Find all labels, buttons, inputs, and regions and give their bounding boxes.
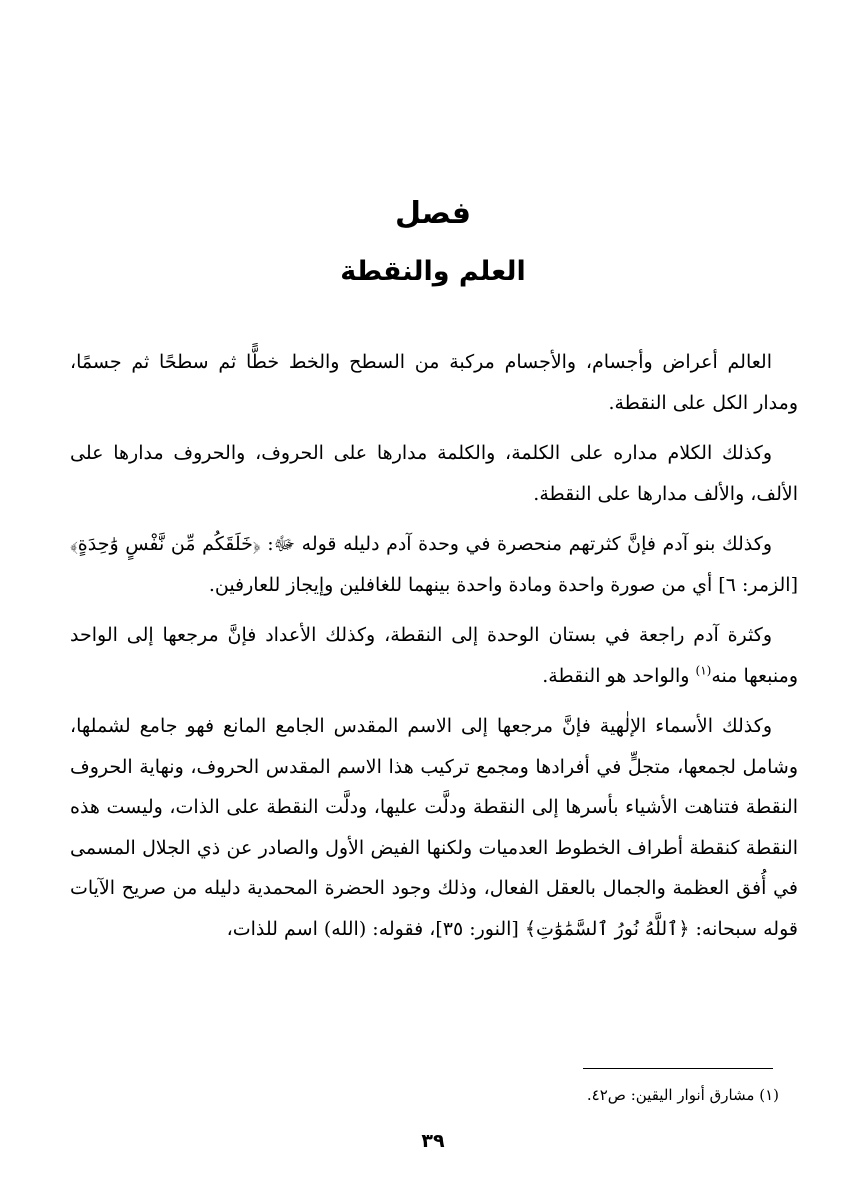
main-text <box>70 342 798 959</box>
paragraph: وكذلك بنو آدم فإنَّ كثرتهم منحصرة في وحدة آدم دليله قوله ﷻ: ﴿خَلَقَكُم مِّن نَّفْسٍ وَٰحِدَةٍ﴾ [الزمر: ٦] أي من صورة واحدة ومادة واحدة بينهما للغافلين وإيجاز للعارفين. <box>70 533 798 596</box>
paragraph-text: وكثرة آدم راجعة في بستان الوحدة إلى النقطة، وكذلك الأعداد فإنَّ مرجعها إلى الواحد ومنبعها منه <box>70 624 798 687</box>
paragraph: العالم أعراض وأجسام، والأجسام مركبة من السطح والخط خطًّا ثم سطحًا ثم جسمًا، ومدار الكل على النقطة. <box>70 351 798 414</box>
paragraph: وكذلك الكلام مداره على الكلمة، والكلمة مدارها على الحروف، والحروف مدارها على الألف، والألف مدارها على النقطة. <box>70 442 798 505</box>
paragraph: وكذلك الأسماء الإلٰهية فإنَّ مرجعها إلى الاسم المقدس الجامع المانع فهو جامع لشملها، وشامل لجمعها، متجلٍّ في أفرادها ومجمع تركيب هذا الاسم المقدس الحروف، ونهاية الحروف النقطة فتناهت الأشياء بأسرها إلى النقطة ودلَّت عليها، ودلَّت النقطة على الذات، وليست هذه النقطة كنقطة أطراف الخطوط العدميات ولكنها الفيض الأول والصادر عن ذي الجلال المسمى في أُفق العظمة والجمال بالعقل الفعال، وذلك وجود الحضرة المحمدية دليله من صريح الآيات قوله سبحانه: ﴿ٱللَّهُ نُورُ ٱلسَّمَٰوَٰتِ﴾ [النور: ٣٥]، فقوله: (الله) اسم للذات، <box>70 715 798 940</box>
chapter-title: العلم والنقطة <box>340 256 526 287</box>
paragraph <box>70 615 798 696</box>
page-number: ٣٩ <box>421 1130 445 1152</box>
footnote-divider <box>583 1068 773 1069</box>
footnote: (١) مشارق أنوار اليقين: ص٤٢. <box>586 1086 779 1104</box>
paragraph-text: والواحد هو النقطة. <box>542 664 696 687</box>
section-label: فصل <box>395 196 471 231</box>
footnote-reference[interactable]: (١) <box>695 663 712 678</box>
